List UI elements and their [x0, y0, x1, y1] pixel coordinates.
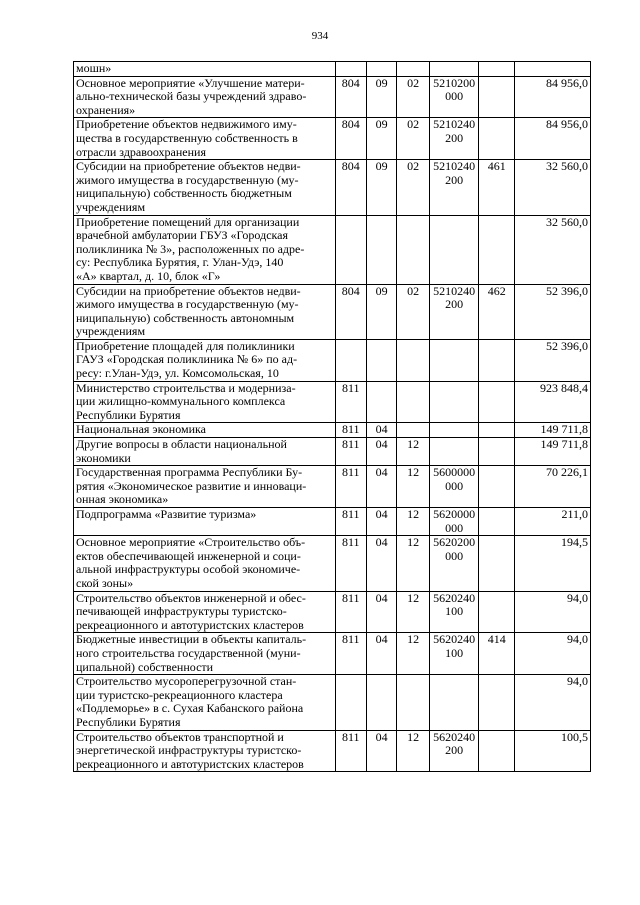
item-name-cell: мошн» — [74, 62, 336, 77]
expense-type-cell — [479, 62, 514, 77]
section-code-cell — [366, 675, 396, 730]
admin-code-cell: 811 — [335, 508, 366, 536]
item-name-cell: Приобретение площадей для поликлиники ГАУЗ «Городская поликлиника № 6» по ад- ресу: г.Улан-Удэ, ул. Комсомольская, 10 — [74, 339, 336, 381]
expense-type-cell: 414 — [479, 633, 514, 675]
target-article-cell — [429, 215, 479, 284]
target-article-cell: 5210240 200 — [429, 160, 479, 215]
table-row — [74, 633, 591, 675]
table-row — [74, 339, 591, 381]
subsection-code-cell: 12 — [397, 730, 429, 772]
section-code-cell: 04 — [366, 633, 396, 675]
table-row — [74, 284, 591, 339]
amount-cell — [514, 62, 590, 77]
section-code-cell: 04 — [366, 508, 396, 536]
subsection-code-cell: 02 — [397, 284, 429, 339]
table-row — [74, 536, 591, 591]
admin-code-cell: 804 — [335, 160, 366, 215]
admin-code-cell — [335, 215, 366, 284]
table-row — [74, 438, 591, 466]
section-code-cell: 04 — [366, 423, 396, 438]
item-name-cell: Министерство строительства и модерниза- ции жилищно-коммунального комплекса Республики Бурятия — [74, 381, 336, 423]
table-row — [74, 76, 591, 118]
target-article-cell — [429, 381, 479, 423]
expense-type-cell — [479, 438, 514, 466]
table-row — [74, 730, 591, 772]
table-row — [74, 508, 591, 536]
subsection-code-cell — [397, 675, 429, 730]
target-article-cell — [429, 339, 479, 381]
subsection-code-cell: 12 — [397, 508, 429, 536]
amount-cell: 84 956,0 — [514, 76, 590, 118]
admin-code-cell: 811 — [335, 466, 366, 508]
section-code-cell — [366, 381, 396, 423]
subsection-code-cell: 12 — [397, 591, 429, 633]
amount-cell: 149 711,8 — [514, 438, 590, 466]
amount-cell: 52 396,0 — [514, 284, 590, 339]
target-article-cell — [429, 62, 479, 77]
table-row — [74, 160, 591, 215]
table-row — [74, 423, 591, 438]
budget-table — [73, 61, 591, 772]
section-code-cell — [366, 62, 396, 77]
table-row — [74, 381, 591, 423]
subsection-code-cell: 12 — [397, 438, 429, 466]
expense-type-cell — [479, 508, 514, 536]
subsection-code-cell — [397, 215, 429, 284]
expense-type-cell — [479, 591, 514, 633]
target-article-cell: 5210240 200 — [429, 284, 479, 339]
expense-type-cell — [479, 423, 514, 438]
amount-cell: 70 226,1 — [514, 466, 590, 508]
expense-type-cell — [479, 730, 514, 772]
section-code-cell: 04 — [366, 466, 396, 508]
amount-cell: 100,5 — [514, 730, 590, 772]
target-article-cell — [429, 675, 479, 730]
admin-code-cell: 804 — [335, 284, 366, 339]
amount-cell: 194,5 — [514, 536, 590, 591]
item-name-cell: Строительство мусороперегрузочной стан- ции туристско-рекреационного кластера «Подлеморье» в с. Сухая Кабанского района Республики Бурятия — [74, 675, 336, 730]
item-name-cell: Субсидии на приобретение объектов недви- жимого имущества в государственную (му- ниципальную) собственность автономным учреждениям — [74, 284, 336, 339]
expense-type-cell: 462 — [479, 284, 514, 339]
admin-code-cell: 804 — [335, 76, 366, 118]
table-row — [74, 62, 591, 77]
admin-code-cell — [335, 675, 366, 730]
expense-type-cell — [479, 381, 514, 423]
subsection-code-cell — [397, 381, 429, 423]
expense-type-cell — [479, 339, 514, 381]
amount-cell: 94,0 — [514, 591, 590, 633]
expense-type-cell — [479, 675, 514, 730]
target-article-cell: 5620000 000 — [429, 508, 479, 536]
subsection-code-cell: 12 — [397, 466, 429, 508]
target-article-cell: 5620240 100 — [429, 633, 479, 675]
target-article-cell: 5620200 000 — [429, 536, 479, 591]
item-name-cell: Национальная экономика — [74, 423, 336, 438]
amount-cell: 149 711,8 — [514, 423, 590, 438]
item-name-cell: Приобретение помещений для организации врачебной амбулатории ГБУЗ «Городская поликлиника № 3», расположенных по адре- су: Республика Бурятия, г. Улан-Удэ, 140 «А» квартал, д. 10, блок «Г» — [74, 215, 336, 284]
section-code-cell: 04 — [366, 438, 396, 466]
subsection-code-cell: 02 — [397, 118, 429, 160]
budget-table-body — [74, 62, 591, 772]
item-name-cell: Основное мероприятие «Строительство объ- ектов обеспечивающей инженерной и соци- альной инфраструктуры особой экономиче- ской зоны» — [74, 536, 336, 591]
section-code-cell: 04 — [366, 730, 396, 772]
target-article-cell: 5620240 100 — [429, 591, 479, 633]
section-code-cell: 04 — [366, 591, 396, 633]
item-name-cell: Строительство объектов инженерной и обес- печивающей инфраструктуры туристско- рекреационного и автотуристских кластеров — [74, 591, 336, 633]
expense-type-cell — [479, 466, 514, 508]
subsection-code-cell: 12 — [397, 633, 429, 675]
admin-code-cell: 811 — [335, 381, 366, 423]
item-name-cell: Бюджетные инвестиции в объекты капиталь- ного строительства государственной (муни- ципальной) собственности — [74, 633, 336, 675]
admin-code-cell: 811 — [335, 536, 366, 591]
admin-code-cell — [335, 339, 366, 381]
target-article-cell: 5600000 000 — [429, 466, 479, 508]
section-code-cell: 09 — [366, 76, 396, 118]
admin-code-cell: 811 — [335, 730, 366, 772]
subsection-code-cell: 02 — [397, 76, 429, 118]
item-name-cell: Приобретение объектов недвижимого иму- щества в государственную собственность в отрасли здравоохранения — [74, 118, 336, 160]
target-article-cell: 5210240 200 — [429, 118, 479, 160]
item-name-cell: Государственная программа Республики Бу- рятия «Экономическое развитие и инноваци- онная экономика» — [74, 466, 336, 508]
table-row — [74, 591, 591, 633]
item-name-cell: Строительство объектов транспортной и энергетической инфраструктуры туристско- рекреационного и автотуристских кластеров — [74, 730, 336, 772]
amount-cell: 52 396,0 — [514, 339, 590, 381]
amount-cell: 923 848,4 — [514, 381, 590, 423]
table-row — [74, 215, 591, 284]
subsection-code-cell — [397, 339, 429, 381]
item-name-cell: Подпрограмма «Развитие туризма» — [74, 508, 336, 536]
subsection-code-cell — [397, 423, 429, 438]
expense-type-cell — [479, 118, 514, 160]
section-code-cell — [366, 215, 396, 284]
amount-cell: 211,0 — [514, 508, 590, 536]
subsection-code-cell: 02 — [397, 160, 429, 215]
admin-code-cell: 811 — [335, 633, 366, 675]
admin-code-cell: 804 — [335, 118, 366, 160]
amount-cell: 94,0 — [514, 633, 590, 675]
section-code-cell: 09 — [366, 160, 396, 215]
admin-code-cell: 811 — [335, 423, 366, 438]
table-row — [74, 466, 591, 508]
amount-cell: 84 956,0 — [514, 118, 590, 160]
table-row — [74, 675, 591, 730]
section-code-cell: 09 — [366, 284, 396, 339]
target-article-cell: 5620240 200 — [429, 730, 479, 772]
section-code-cell — [366, 339, 396, 381]
amount-cell: 94,0 — [514, 675, 590, 730]
subsection-code-cell — [397, 62, 429, 77]
amount-cell: 32 560,0 — [514, 215, 590, 284]
item-name-cell: Основное мероприятие «Улучшение матери- ально-технической базы учреждений здраво- охранения» — [74, 76, 336, 118]
item-name-cell: Другие вопросы в области национальной экономики — [74, 438, 336, 466]
expense-type-cell: 461 — [479, 160, 514, 215]
expense-type-cell — [479, 536, 514, 591]
subsection-code-cell: 12 — [397, 536, 429, 591]
expense-type-cell — [479, 215, 514, 284]
target-article-cell — [429, 438, 479, 466]
section-code-cell: 09 — [366, 118, 396, 160]
amount-cell: 32 560,0 — [514, 160, 590, 215]
target-article-cell: 5210200 000 — [429, 76, 479, 118]
item-name-cell: Субсидии на приобретение объектов недви- жимого имущества в государственную (му- ниципальную) собственность бюджетным учреждениям — [74, 160, 336, 215]
page-number: 934 — [311, 30, 329, 42]
admin-code-cell — [335, 62, 366, 77]
section-code-cell: 04 — [366, 536, 396, 591]
target-article-cell — [429, 423, 479, 438]
expense-type-cell — [479, 76, 514, 118]
admin-code-cell: 811 — [335, 591, 366, 633]
table-row — [74, 118, 591, 160]
admin-code-cell: 811 — [335, 438, 366, 466]
